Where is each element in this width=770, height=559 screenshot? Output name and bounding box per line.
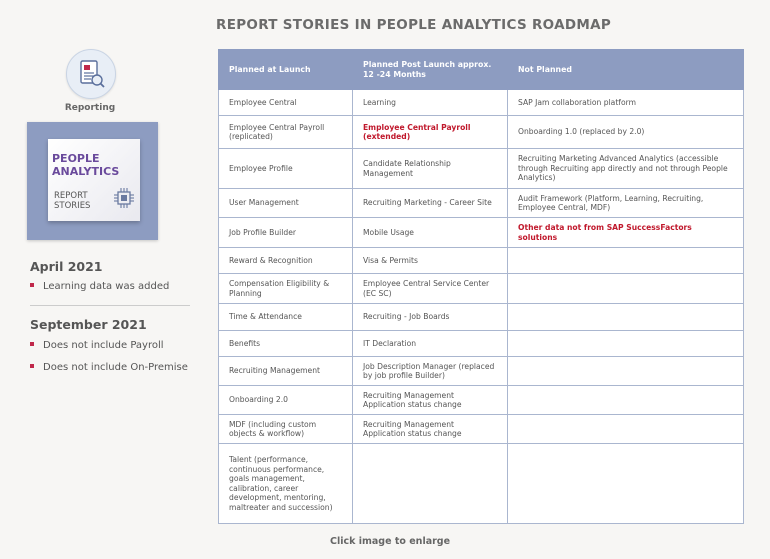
table-row <box>219 386 744 415</box>
table-cell: Learning <box>353 90 508 116</box>
table-cell <box>508 444 744 524</box>
table-cell: Recruiting Management Application status change <box>353 386 508 415</box>
table-cell: Recruiting - Job Boards <box>353 304 508 331</box>
divider <box>30 305 190 306</box>
table-cell: Employee Central <box>219 90 353 116</box>
table-cell: User Management <box>219 189 353 218</box>
table-cell <box>508 331 744 357</box>
table-cell: Employee Profile <box>219 149 353 189</box>
table-cell: Employee Central Payroll (replicated) <box>219 116 353 149</box>
update-bullet <box>30 281 169 292</box>
table-cell: Job Profile Builder <box>219 218 353 248</box>
bullet-text: Does not include On-Premise <box>43 362 188 373</box>
table-row <box>219 304 744 331</box>
table-cell: Audit Framework (Platform, Learning, Recruiting, Employee Central, MDF) <box>508 189 744 218</box>
table-cell: IT Declaration <box>353 331 508 357</box>
table-row <box>219 149 744 189</box>
table-cell: Employee Central Service Center (EC SC) <box>353 274 508 304</box>
table-row <box>219 90 744 116</box>
table-row <box>219 357 744 386</box>
table-row <box>219 218 744 248</box>
table-cell-highlight: Employee Central Payroll (extended) <box>353 116 508 149</box>
table-row <box>219 274 744 304</box>
card-title: PEOPLE ANALYTICS <box>52 152 120 178</box>
table-row <box>219 116 744 149</box>
table-row <box>219 415 744 444</box>
people-analytics-card[interactable] <box>27 122 158 240</box>
card-inner <box>48 139 140 221</box>
update-bullet <box>30 340 164 351</box>
table-cell: Recruiting Management <box>219 357 353 386</box>
table-cell: Job Description Manager (replaced by job profile Builder) <box>353 357 508 386</box>
bullet-marker <box>30 342 34 346</box>
table-cell: Talent (performance, continuous performance, goals management, calibration, career development, mentoring, maltreater and succession) <box>219 444 353 524</box>
table-cell <box>353 444 508 524</box>
table-cell <box>508 304 744 331</box>
card-subtitle: REPORT STORIES <box>54 191 91 211</box>
column-header-not-planned: Not Planned <box>508 50 744 90</box>
bullet-marker <box>30 283 34 287</box>
table-cell: Benefits <box>219 331 353 357</box>
bullet-marker <box>30 364 34 368</box>
table-header-row <box>219 50 744 90</box>
table-cell: Recruiting Marketing - Career Site <box>353 189 508 218</box>
table-cell: Compensation Eligibility & Planning <box>219 274 353 304</box>
table-cell: Recruiting Marketing Advanced Analytics (accessible through Recruiting app directly and not through People Analytics) <box>508 149 744 189</box>
column-header-planned-post-launch: Planned Post Launch approx. 12 -24 Months <box>353 50 508 90</box>
update-heading-april: April 2021 <box>30 259 103 274</box>
table-cell: Visa & Permits <box>353 248 508 274</box>
table-cell-highlight: Other data not from SAP SuccessFactors solutions <box>508 218 744 248</box>
table-cell <box>508 415 744 444</box>
reporting-label: Reporting <box>64 103 116 113</box>
table-cell: SAP Jam collaboration platform <box>508 90 744 116</box>
table-row <box>219 189 744 218</box>
table-cell <box>508 248 744 274</box>
table-cell: Mobile Usage <box>353 218 508 248</box>
table-cell: Onboarding 2.0 <box>219 386 353 415</box>
update-heading-september: September 2021 <box>30 317 147 332</box>
table-cell <box>508 357 744 386</box>
table-cell <box>508 274 744 304</box>
table-cell: Recruiting Management Application status change <box>353 415 508 444</box>
table-row <box>219 248 744 274</box>
table-cell <box>508 386 744 415</box>
click-to-enlarge-link[interactable]: Click image to enlarge <box>330 536 451 547</box>
table-row <box>219 331 744 357</box>
table-cell: Time & Attendance <box>219 304 353 331</box>
bullet-text: Does not include Payroll <box>43 340 164 351</box>
update-bullet <box>30 362 188 373</box>
page-title: REPORT STORIES IN PEOPLE ANALYTICS ROADMAP <box>216 17 612 33</box>
bullet-text: Learning data was added <box>43 281 170 292</box>
chip-icon <box>112 186 136 210</box>
table-cell: Onboarding 1.0 (replaced by 2.0) <box>508 116 744 149</box>
roadmap-table[interactable] <box>218 49 744 524</box>
table-row <box>219 444 744 524</box>
reporting-icon <box>66 49 116 99</box>
column-header-planned-at-launch: Planned at Launch <box>219 50 353 90</box>
table-cell: Reward & Recognition <box>219 248 353 274</box>
table-cell: Candidate Relationship Management <box>353 149 508 189</box>
table-cell: MDF (including custom objects & workflow) <box>219 415 353 444</box>
